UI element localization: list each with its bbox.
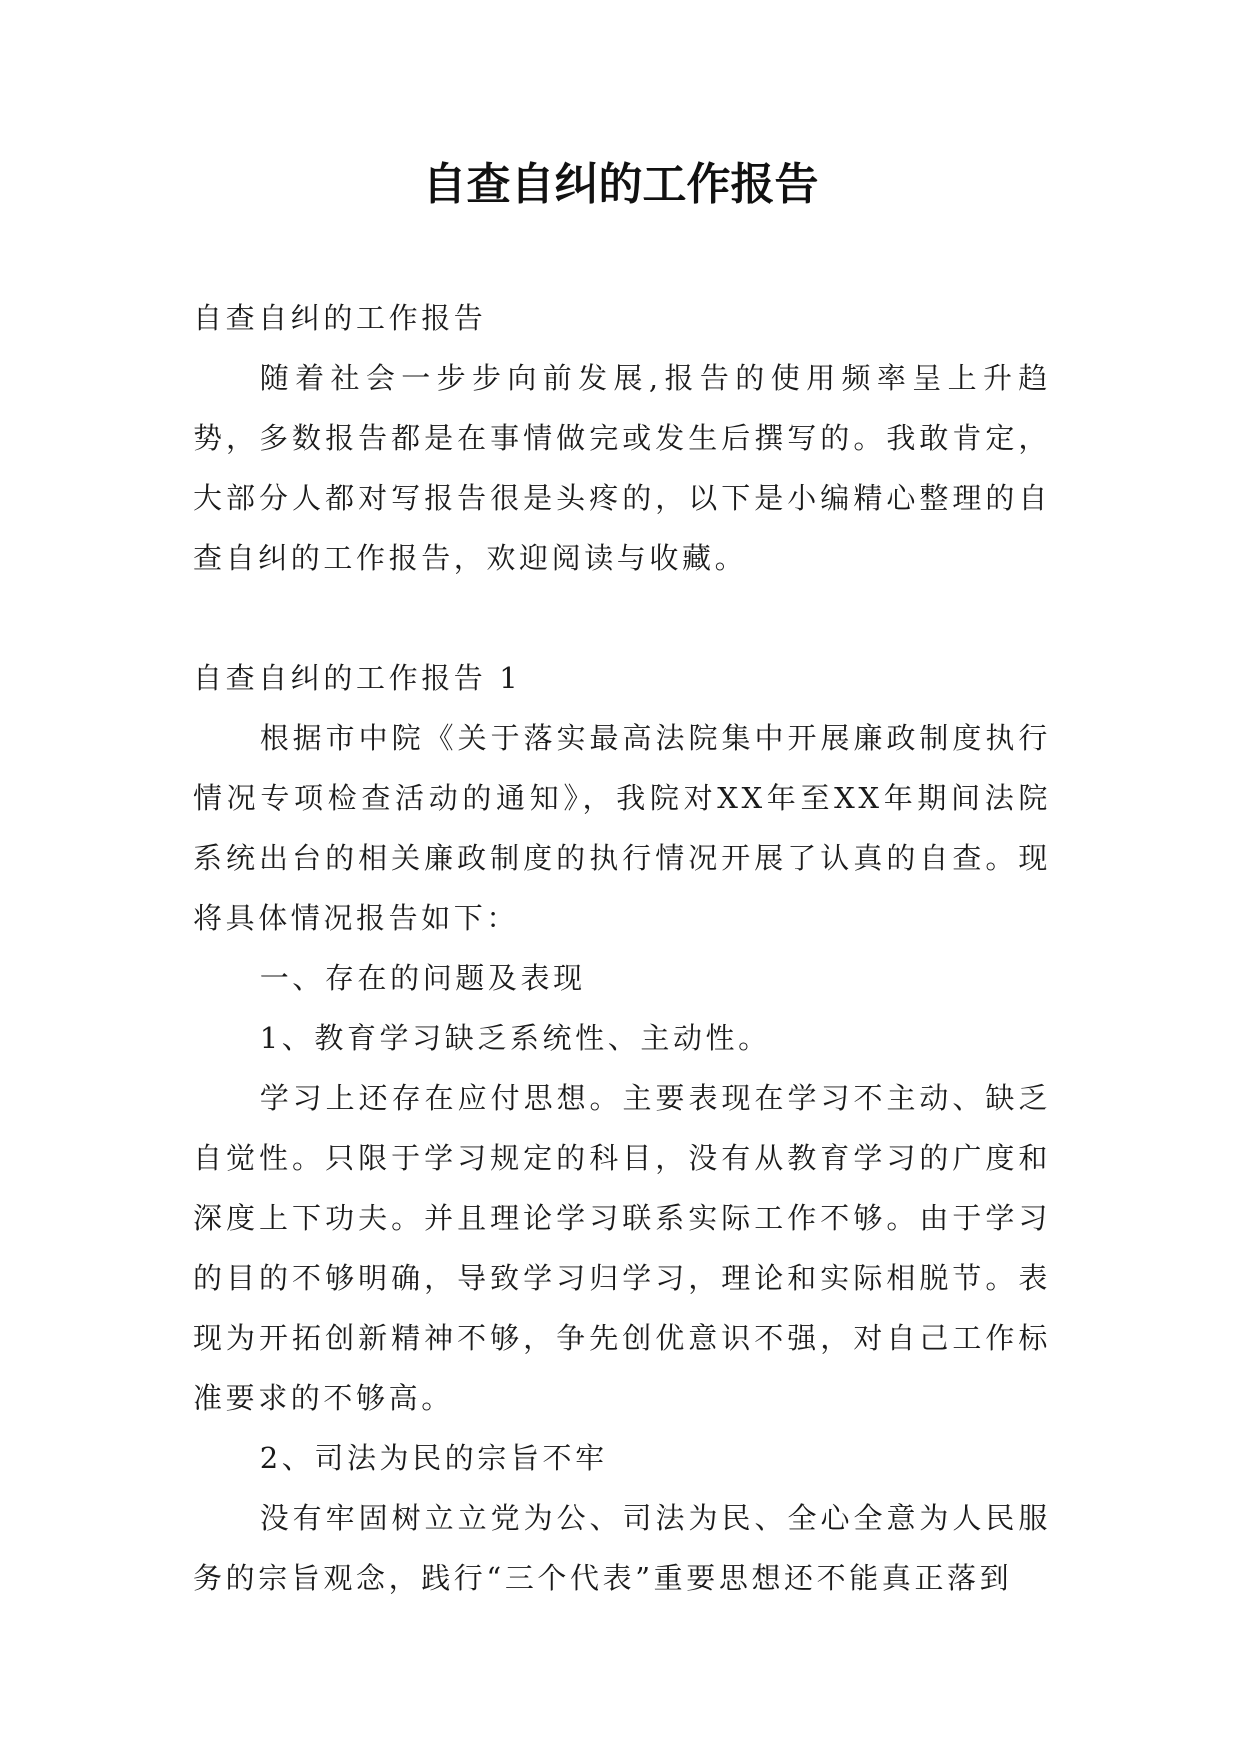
- item2-heading: 2、司法为民的宗旨不牢: [259, 1441, 608, 1475]
- problems-heading: 一、存在的问题及表现: [259, 961, 586, 995]
- document-title: 自查自纠的工作报告: [422, 159, 819, 210]
- section1-paragraph: 根据市中院《关于落实最高法院集中开展廉政制度执行情况专项检查活动的通知》，我院对XX年至XX年期间法院系统出台的相关廉政制度的执行情况开展了认真的自查。现将具体情况报告如下：: [193, 721, 1051, 935]
- item1-heading: 1、教育学习缺乏系统性、主动性。: [259, 1021, 771, 1055]
- item2-paragraph: 没有牢固树立立党为公、司法为民、全心全意为人民服务的宗旨观念，践行“三个代表”重要思想还不能真正落到: [193, 1501, 1051, 1595]
- document-body: [193, 288, 1051, 1608]
- document-subtitle: 自查自纠的工作报告: [193, 301, 487, 335]
- paragraph-spacer: [193, 588, 1051, 648]
- intro-paragraph: 随着社会一步步向前发展,报告的使用频率呈上升趋势，多数报告都是在事情做完或发生后撰写的。我敢肯定，大部分人都对写报告很是头疼的，以下是小编精心整理的自查自纠的工作报告，欢迎阅读与收藏。: [193, 361, 1051, 575]
- section-heading-1: 自查自纠的工作报告 1: [193, 661, 522, 695]
- item1-paragraph: 学习上还存在应付思想。主要表现在学习不主动、缺乏自觉性。只限于学习规定的科目，没有从教育学习的广度和深度上下功夫。并且理论学习联系实际工作不够。由于学习的目的不够明确，导致学习归学习，理论和实际相脱节。表现为开拓创新精神不够，争先创优意识不强，对自己工作标准要求的不够高。: [193, 1081, 1051, 1415]
